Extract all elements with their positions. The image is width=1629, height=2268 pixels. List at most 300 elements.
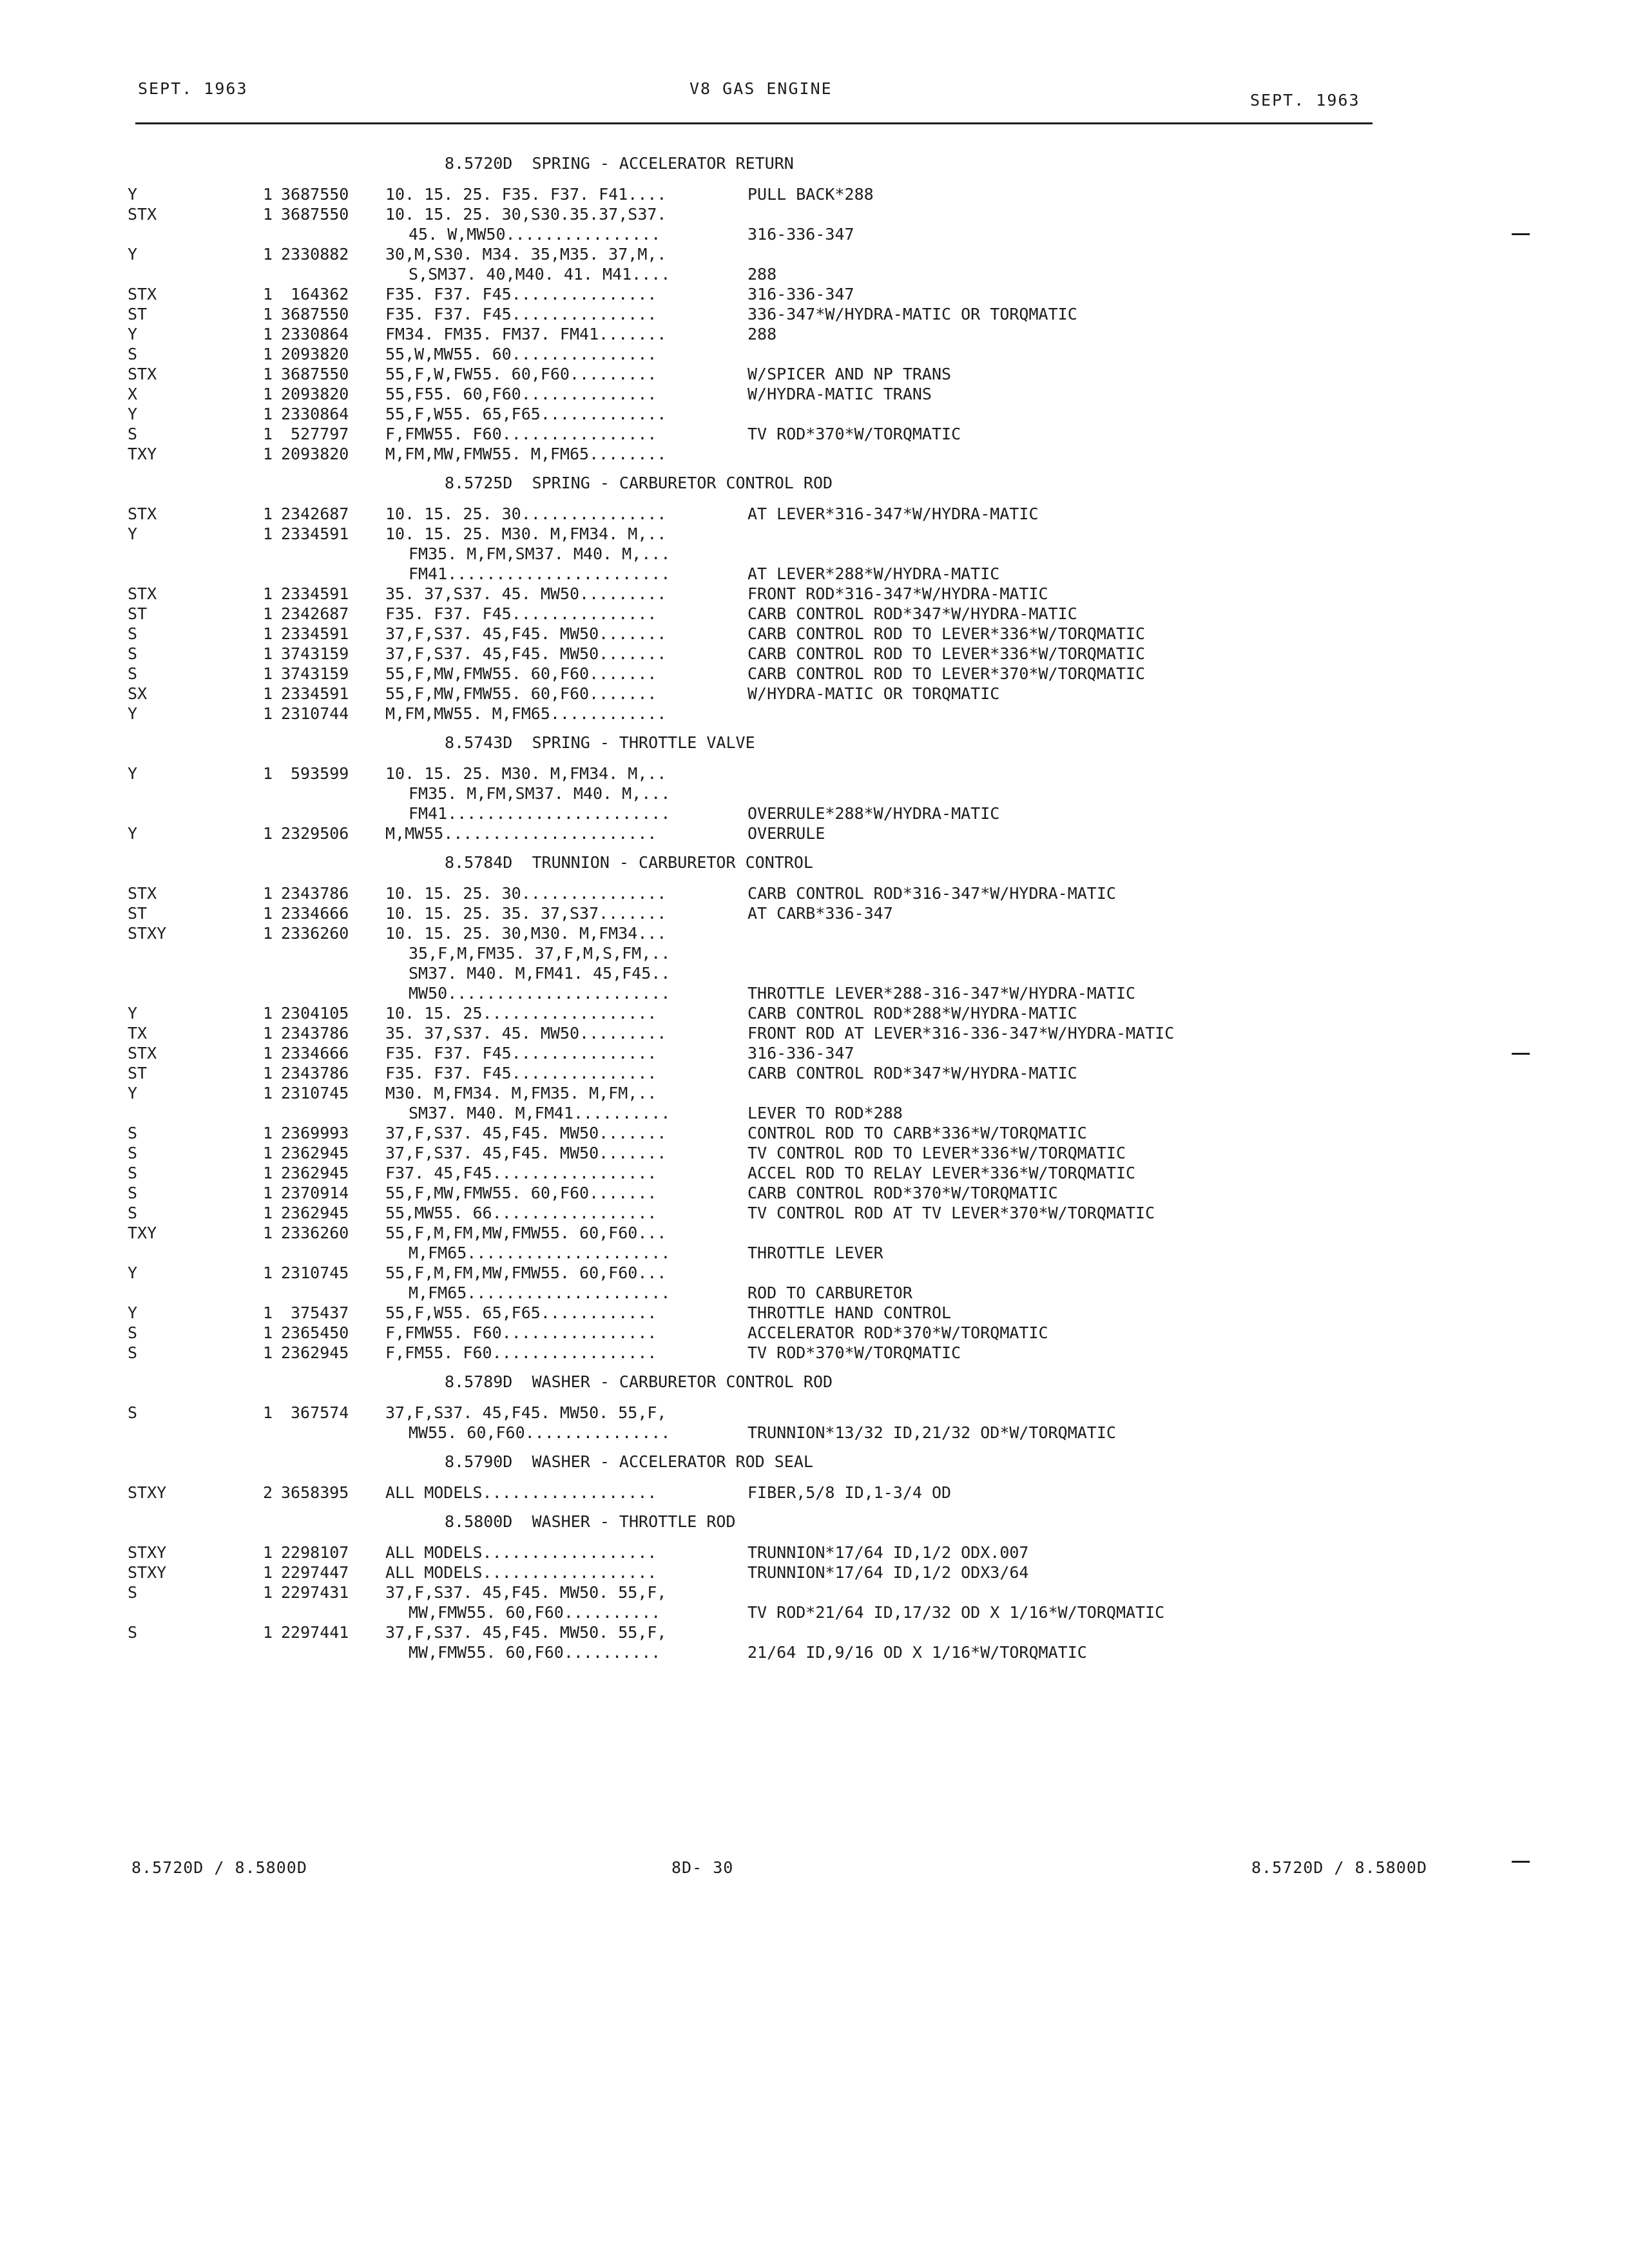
model-code: STX [128, 884, 157, 903]
part-number: 2093820 [281, 445, 349, 463]
model-list: 55,F,MW,FMW55. 60,F60....... [385, 1184, 657, 1202]
model-list: F37. 45,F45................. [385, 1164, 657, 1182]
model-list: 37,F,S37. 45,F45. MW50....... [385, 1124, 667, 1142]
part-number: 2343786 [281, 1024, 349, 1043]
model-list: 30,M,S30. M34. 35,M35. 37,M,. [385, 245, 667, 264]
model-code: S [128, 1583, 138, 1602]
quantity: 1 [263, 904, 273, 923]
part-number: 367574 [291, 1403, 349, 1422]
model-list: M30. M,FM34. M,FM35. M,FM,.. [385, 1084, 657, 1102]
model-code: S [128, 664, 138, 683]
model-list: M,FM,MW,FMW55. M,FM65........ [385, 445, 667, 463]
quantity: 1 [263, 764, 273, 783]
parts-row [128, 1063, 1326, 1083]
model-code: Y [128, 245, 138, 264]
model-list-continued: S,SM37. 40,M40. 41. M41.... [409, 265, 671, 284]
part-number: 2334666 [281, 1044, 349, 1062]
section-title: 8.5789D WASHER - CARBURETOR CONTROL ROD [445, 1372, 833, 1391]
quantity: 1 [263, 185, 273, 204]
parts-row [128, 883, 1326, 903]
model-list: 35. 37,S37. 45. MW50......... [385, 584, 667, 603]
part-number: 3687550 [281, 205, 349, 224]
usage-description: OVERRULE*288*W/HYDRA-MATIC [747, 804, 1000, 823]
model-list: ALL MODELS.................. [385, 1563, 657, 1582]
quantity: 1 [263, 1124, 273, 1142]
header-title: V8 GAS ENGINE [689, 79, 833, 98]
parts-row [128, 624, 1326, 644]
usage-description: TRUNNION*17/64 ID,1/2 ODX3/64 [747, 1563, 1029, 1582]
parts-row [128, 903, 1326, 923]
model-list-continued: SM37. M40. M,FM41. 45,F45.. [409, 964, 671, 983]
footer-page-number: 8D- 30 [671, 1858, 734, 1877]
quantity: 1 [263, 664, 273, 683]
quantity: 1 [263, 1623, 273, 1642]
parts-row [128, 823, 1326, 843]
part-number: 2310745 [281, 1084, 349, 1102]
model-list: F,FMW55. F60................ [385, 1323, 657, 1342]
part-number: 2310744 [281, 704, 349, 723]
parts-row [128, 1423, 1326, 1443]
usage-description: TRUNNION*17/64 ID,1/2 ODX.007 [747, 1543, 1029, 1562]
model-code: S [128, 1403, 138, 1422]
part-number: 593599 [291, 764, 349, 783]
usage-description: OVERRULE [747, 824, 825, 843]
model-list: 37,F,S37. 45,F45. MW50. 55,F, [385, 1583, 667, 1602]
model-list: 55,F,MW,FMW55. 60,F60....... [385, 684, 657, 703]
model-list: 55,MW55. 66................. [385, 1204, 657, 1222]
usage-description: ACCEL ROD TO RELAY LEVER*336*W/TORQMATIC [747, 1164, 1136, 1182]
parts-row [128, 1203, 1326, 1223]
usage-description: PULL BACK*288 [747, 185, 874, 204]
parts-row [128, 544, 1326, 564]
parts-row [128, 1403, 1326, 1423]
quantity: 1 [263, 584, 273, 603]
usage-description: FIBER,5/8 ID,1-3/4 OD [747, 1483, 952, 1502]
model-code: S [128, 1144, 138, 1162]
model-list: F35. F37. F45............... [385, 305, 657, 323]
model-code: STXY [128, 1483, 167, 1502]
parts-row [128, 664, 1326, 684]
model-code: TXY [128, 1224, 157, 1242]
header-date-right: SEPT. 1963 [1250, 91, 1360, 110]
parts-row [128, 1003, 1326, 1023]
part-number: 2297441 [281, 1623, 349, 1642]
parts-row [128, 1323, 1326, 1343]
model-code: STX [128, 584, 157, 603]
quantity: 1 [263, 1144, 273, 1162]
model-code: Y [128, 1084, 138, 1102]
quantity: 1 [263, 1264, 273, 1282]
model-list-continued: FM35. M,FM,SM37. M40. M,... [409, 544, 671, 563]
model-code: Y [128, 185, 138, 204]
quantity: 1 [263, 684, 273, 703]
model-list: 10. 15. 25. 30............... [385, 884, 667, 903]
model-code: S [128, 644, 138, 663]
model-list-continued: FM35. M,FM,SM37. M40. M,... [409, 784, 671, 803]
model-code: STX [128, 365, 157, 383]
parts-row [128, 803, 1326, 823]
part-number: 2362945 [281, 1343, 349, 1362]
model-list: M,MW55...................... [385, 824, 657, 843]
quantity: 1 [263, 884, 273, 903]
model-list: 10. 15. 25. 30,S30.35.37,S37. [385, 205, 667, 224]
quantity: 1 [263, 445, 273, 463]
model-list-continued: SM37. M40. M,FM41.......... [409, 1104, 671, 1122]
quantity: 1 [263, 345, 273, 363]
quantity: 1 [263, 285, 273, 303]
quantity: 1 [263, 325, 273, 343]
section-heading [128, 144, 1326, 184]
model-list-continued: FM41....................... [409, 804, 671, 823]
model-code: X [128, 385, 138, 403]
usage-description: W/HYDRA-MATIC TRANS [747, 385, 932, 403]
parts-row [128, 1483, 1326, 1503]
model-list: 55,W,MW55. 60............... [385, 345, 657, 363]
footer-range-left: 8.5720D / 8.5800D [131, 1858, 307, 1877]
parts-row [128, 524, 1326, 544]
quantity: 1 [263, 1543, 273, 1562]
usage-description: CARB CONTROL ROD*347*W/HYDRA-MATIC [747, 604, 1077, 623]
part-number: 2330864 [281, 325, 349, 343]
parts-row [128, 1263, 1326, 1283]
part-number: 2298107 [281, 1543, 349, 1562]
model-list: F,FM55. F60................. [385, 1343, 657, 1362]
quantity: 1 [263, 1044, 273, 1062]
model-code: Y [128, 524, 138, 543]
quantity: 1 [263, 644, 273, 663]
parts-row [128, 684, 1326, 704]
part-number: 3687550 [281, 185, 349, 204]
part-number: 375437 [291, 1303, 349, 1322]
model-list-continued: M,FM65..................... [409, 1244, 671, 1262]
model-list: 10. 15. 25.................. [385, 1004, 657, 1023]
model-list: 37,F,S37. 45,F45. MW50. 55,F, [385, 1403, 667, 1422]
usage-description: 316-336-347 [747, 225, 854, 244]
part-number: 2334591 [281, 684, 349, 703]
quantity: 1 [263, 1064, 273, 1082]
model-list: 10. 15. 25. 30,M30. M,FM34... [385, 924, 667, 943]
parts-row [128, 644, 1326, 664]
part-number: 3687550 [281, 305, 349, 323]
model-code: TXY [128, 445, 157, 463]
model-code: Y [128, 1303, 138, 1322]
model-code: S [128, 1323, 138, 1342]
model-list: FM34. FM35. FM37. FM41....... [385, 325, 667, 343]
quantity: 1 [263, 1563, 273, 1582]
model-code: SX [128, 684, 148, 703]
parts-row [128, 1582, 1326, 1602]
quantity: 1 [263, 1303, 273, 1322]
model-list: F35. F37. F45............... [385, 1064, 657, 1082]
parts-row [128, 1123, 1326, 1143]
parts-row [128, 1043, 1326, 1063]
header-date-left: SEPT. 1963 [138, 79, 248, 98]
section-title: 8.5720D SPRING - ACCELERATOR RETURN [445, 154, 794, 173]
quantity: 1 [263, 1323, 273, 1342]
usage-description: AT LEVER*288*W/HYDRA-MATIC [747, 564, 1000, 583]
usage-description: TV ROD*370*W/TORQMATIC [747, 1343, 961, 1362]
usage-description: TV CONTROL ROD TO LEVER*336*W/TORQMATIC [747, 1144, 1126, 1162]
part-number: 2362945 [281, 1204, 349, 1222]
model-list: 55,F,MW,FMW55. 60,F60....... [385, 664, 657, 683]
parts-row [128, 384, 1326, 404]
model-code: STXY [128, 1563, 167, 1582]
parts-row [128, 764, 1326, 783]
model-list-continued: 45. W,MW50................ [409, 225, 661, 244]
part-number: 2334591 [281, 584, 349, 603]
parts-row [128, 923, 1326, 943]
part-number: 2336260 [281, 1224, 349, 1242]
parts-row [128, 1303, 1326, 1323]
parts-row [128, 324, 1326, 344]
margin-mark [1512, 1861, 1530, 1863]
parts-row [128, 1343, 1326, 1363]
model-list: 55,F,M,FM,MW,FMW55. 60,F60... [385, 1264, 667, 1282]
model-code: Y [128, 405, 138, 423]
usage-description: CARB CONTROL ROD TO LEVER*370*W/TORQMATIC [747, 664, 1146, 683]
model-list: 10. 15. 25. M30. M,FM34. M,.. [385, 764, 667, 783]
section-title: 8.5800D WASHER - THROTTLE ROD [445, 1512, 736, 1531]
parts-row [128, 304, 1326, 324]
model-list: 55,F,W55. 65,F65............ [385, 1303, 657, 1322]
part-number: 2093820 [281, 345, 349, 363]
model-list: 55,F55. 60,F60.............. [385, 385, 657, 403]
parts-row [128, 424, 1326, 444]
model-code: STXY [128, 924, 167, 943]
part-number: 2362945 [281, 1144, 349, 1162]
usage-description: TV ROD*370*W/TORQMATIC [747, 425, 961, 443]
parts-row [128, 1223, 1326, 1243]
model-list-continued: MW,FMW55. 60,F60.......... [409, 1643, 661, 1662]
usage-description: ACCELERATOR ROD*370*W/TORQMATIC [747, 1323, 1048, 1342]
usage-description: 288 [747, 325, 777, 343]
model-code: Y [128, 325, 138, 343]
quantity: 1 [263, 385, 273, 403]
part-number: 2343786 [281, 884, 349, 903]
quantity: 1 [263, 425, 273, 443]
quantity: 1 [263, 205, 273, 224]
parts-row [128, 1163, 1326, 1183]
parts-row [128, 404, 1326, 424]
part-number: 2336260 [281, 924, 349, 943]
model-code: Y [128, 704, 138, 723]
parts-row [128, 584, 1326, 604]
quantity: 1 [263, 824, 273, 843]
margin-mark [1512, 233, 1530, 235]
model-list: 37,F,S37. 45,F45. MW50....... [385, 624, 667, 643]
model-code: S [128, 1204, 138, 1222]
model-list-continued: MW50....................... [409, 984, 671, 1003]
part-number: 2304105 [281, 1004, 349, 1023]
section-title: 8.5725D SPRING - CARBURETOR CONTROL ROD [445, 474, 833, 492]
parts-row [128, 364, 1326, 384]
quantity: 1 [263, 1403, 273, 1422]
section-heading [128, 1503, 1326, 1542]
usage-description: THROTTLE LEVER [747, 1244, 883, 1262]
quantity: 1 [263, 624, 273, 643]
usage-description: CARB CONTROL ROD TO LEVER*336*W/TORQMATIC [747, 644, 1146, 663]
part-number: 2093820 [281, 385, 349, 403]
usage-description: THROTTLE LEVER*288-316-347*W/HYDRA-MATIC [747, 984, 1136, 1003]
quantity: 1 [263, 1343, 273, 1362]
section-title: 8.5743D SPRING - THROTTLE VALVE [445, 733, 755, 752]
model-code: S [128, 624, 138, 643]
section-heading [128, 1443, 1326, 1483]
usage-description: 316-336-347 [747, 285, 854, 303]
model-list-continued: M,FM65..................... [409, 1283, 671, 1302]
model-list: 35. 37,S37. 45. MW50......... [385, 1024, 667, 1043]
parts-row [128, 1622, 1326, 1642]
model-code: S [128, 1623, 138, 1642]
section-title: 8.5784D TRUNNION - CARBURETOR CONTROL [445, 853, 813, 872]
usage-description: FRONT ROD*316-347*W/HYDRA-MATIC [747, 584, 1048, 603]
usage-description: TRUNNION*13/32 ID,21/32 OD*W/TORQMATIC [747, 1423, 1116, 1442]
quantity: 1 [263, 704, 273, 723]
model-list-continued: FM41....................... [409, 564, 671, 583]
usage-description: LEVER TO ROD*288 [747, 1104, 903, 1122]
model-list: M,FM,MW55. M,FM65............ [385, 704, 667, 723]
quantity: 1 [263, 524, 273, 543]
quantity: 1 [263, 1224, 273, 1242]
parts-row [128, 1243, 1326, 1263]
part-number: 2365450 [281, 1323, 349, 1342]
parts-row [128, 284, 1326, 304]
part-number: 2329506 [281, 824, 349, 843]
parts-row [128, 983, 1326, 1003]
parts-row [128, 444, 1326, 464]
section-heading [128, 1363, 1326, 1403]
part-number: 2310745 [281, 1264, 349, 1282]
parts-row [128, 943, 1326, 963]
model-list: 10. 15. 25. M30. M,FM34. M,.. [385, 524, 667, 543]
model-code: S [128, 1184, 138, 1202]
quantity: 1 [263, 1583, 273, 1602]
usage-description: 316-336-347 [747, 1044, 854, 1062]
parts-row [128, 1023, 1326, 1043]
quantity: 1 [263, 245, 273, 264]
model-list-continued: MW55. 60,F60............... [409, 1423, 671, 1442]
part-number: 3687550 [281, 365, 349, 383]
model-code: STX [128, 205, 157, 224]
part-number: 527797 [291, 425, 349, 443]
model-list-continued: 35,F,M,FM35. 37,F,M,S,FM,.. [409, 944, 671, 963]
quantity: 1 [263, 1004, 273, 1023]
model-list: F,FMW55. F60................ [385, 425, 657, 443]
model-list: 55,F,M,FM,MW,FMW55. 60,F60... [385, 1224, 667, 1242]
quantity: 1 [263, 1024, 273, 1043]
usage-description: AT LEVER*316-347*W/HYDRA-MATIC [747, 505, 1039, 523]
model-code: ST [128, 1064, 148, 1082]
model-code: S [128, 1164, 138, 1182]
model-code: Y [128, 1264, 138, 1282]
quantity: 1 [263, 1184, 273, 1202]
quantity: 1 [263, 1164, 273, 1182]
model-code: TX [128, 1024, 148, 1043]
parts-row [128, 224, 1326, 244]
usage-description: CARB CONTROL ROD*370*W/TORQMATIC [747, 1184, 1058, 1202]
usage-description: CARB CONTROL ROD*316-347*W/HYDRA-MATIC [747, 884, 1116, 903]
usage-description: CARB CONTROL ROD TO LEVER*336*W/TORQMATIC [747, 624, 1146, 643]
model-code: ST [128, 305, 148, 323]
model-list-continued: MW,FMW55. 60,F60.......... [409, 1603, 661, 1622]
footer-range-right: 8.5720D / 8.5800D [1251, 1858, 1427, 1877]
part-number: 3658395 [281, 1483, 349, 1502]
parts-row [128, 704, 1326, 724]
section-heading [128, 464, 1326, 504]
quantity: 1 [263, 1204, 273, 1222]
parts-row [128, 264, 1326, 284]
part-number: 2370914 [281, 1184, 349, 1202]
quantity: 1 [263, 305, 273, 323]
parts-list [128, 144, 1326, 1662]
model-list: 55,F,W55. 65,F65............. [385, 405, 667, 423]
part-number: 2330882 [281, 245, 349, 264]
model-list: 10. 15. 25. 30............... [385, 505, 667, 523]
quantity: 1 [263, 405, 273, 423]
parts-row [128, 504, 1326, 524]
section-heading [128, 843, 1326, 883]
model-list: 10. 15. 25. 35. 37,S37....... [385, 904, 667, 923]
parts-row [128, 963, 1326, 983]
usage-description: W/HYDRA-MATIC OR TORQMATIC [747, 684, 1000, 703]
part-number: 2334591 [281, 624, 349, 643]
parts-row [128, 1562, 1326, 1582]
model-code: S [128, 425, 138, 443]
usage-description: TV ROD*21/64 ID,17/32 OD X 1/16*W/TORQMATIC [747, 1603, 1165, 1622]
part-number: 2342687 [281, 604, 349, 623]
part-number: 2369993 [281, 1124, 349, 1142]
part-number: 164362 [291, 285, 349, 303]
part-number: 2330864 [281, 405, 349, 423]
model-code: STXY [128, 1543, 167, 1562]
part-number: 2297431 [281, 1583, 349, 1602]
usage-description: CARB CONTROL ROD*288*W/HYDRA-MATIC [747, 1004, 1077, 1023]
quantity: 1 [263, 505, 273, 523]
usage-description: TV CONTROL ROD AT TV LEVER*370*W/TORQMATIC [747, 1204, 1155, 1222]
quantity: 1 [263, 365, 273, 383]
model-code: Y [128, 1004, 138, 1023]
model-code: Y [128, 824, 138, 843]
model-code: S [128, 1124, 138, 1142]
parts-row [128, 204, 1326, 224]
part-number: 2342687 [281, 505, 349, 523]
part-number: 2362945 [281, 1164, 349, 1182]
model-list: 37,F,S37. 45,F45. MW50....... [385, 644, 667, 663]
usage-description: 21/64 ID,9/16 OD X 1/16*W/TORQMATIC [747, 1643, 1087, 1662]
quantity: 1 [263, 1084, 273, 1102]
usage-description: 288 [747, 265, 777, 284]
model-code: Y [128, 764, 138, 783]
parts-row [128, 344, 1326, 364]
part-number: 3743159 [281, 644, 349, 663]
parts-row [128, 604, 1326, 624]
parts-row [128, 1602, 1326, 1622]
model-list: F35. F37. F45............... [385, 1044, 657, 1062]
model-code: S [128, 345, 138, 363]
usage-description: THROTTLE HAND CONTROL [747, 1303, 952, 1322]
parts-row [128, 783, 1326, 803]
usage-description: CARB CONTROL ROD*347*W/HYDRA-MATIC [747, 1064, 1077, 1082]
parts-row [128, 1642, 1326, 1662]
model-code: STX [128, 505, 157, 523]
usage-description: ROD TO CARBURETOR [747, 1283, 912, 1302]
parts-row [128, 564, 1326, 584]
usage-description: 336-347*W/HYDRA-MATIC OR TORQMATIC [747, 305, 1077, 323]
quantity: 1 [263, 924, 273, 943]
section-heading [128, 724, 1326, 764]
quantity: 1 [263, 604, 273, 623]
part-number: 2334591 [281, 524, 349, 543]
